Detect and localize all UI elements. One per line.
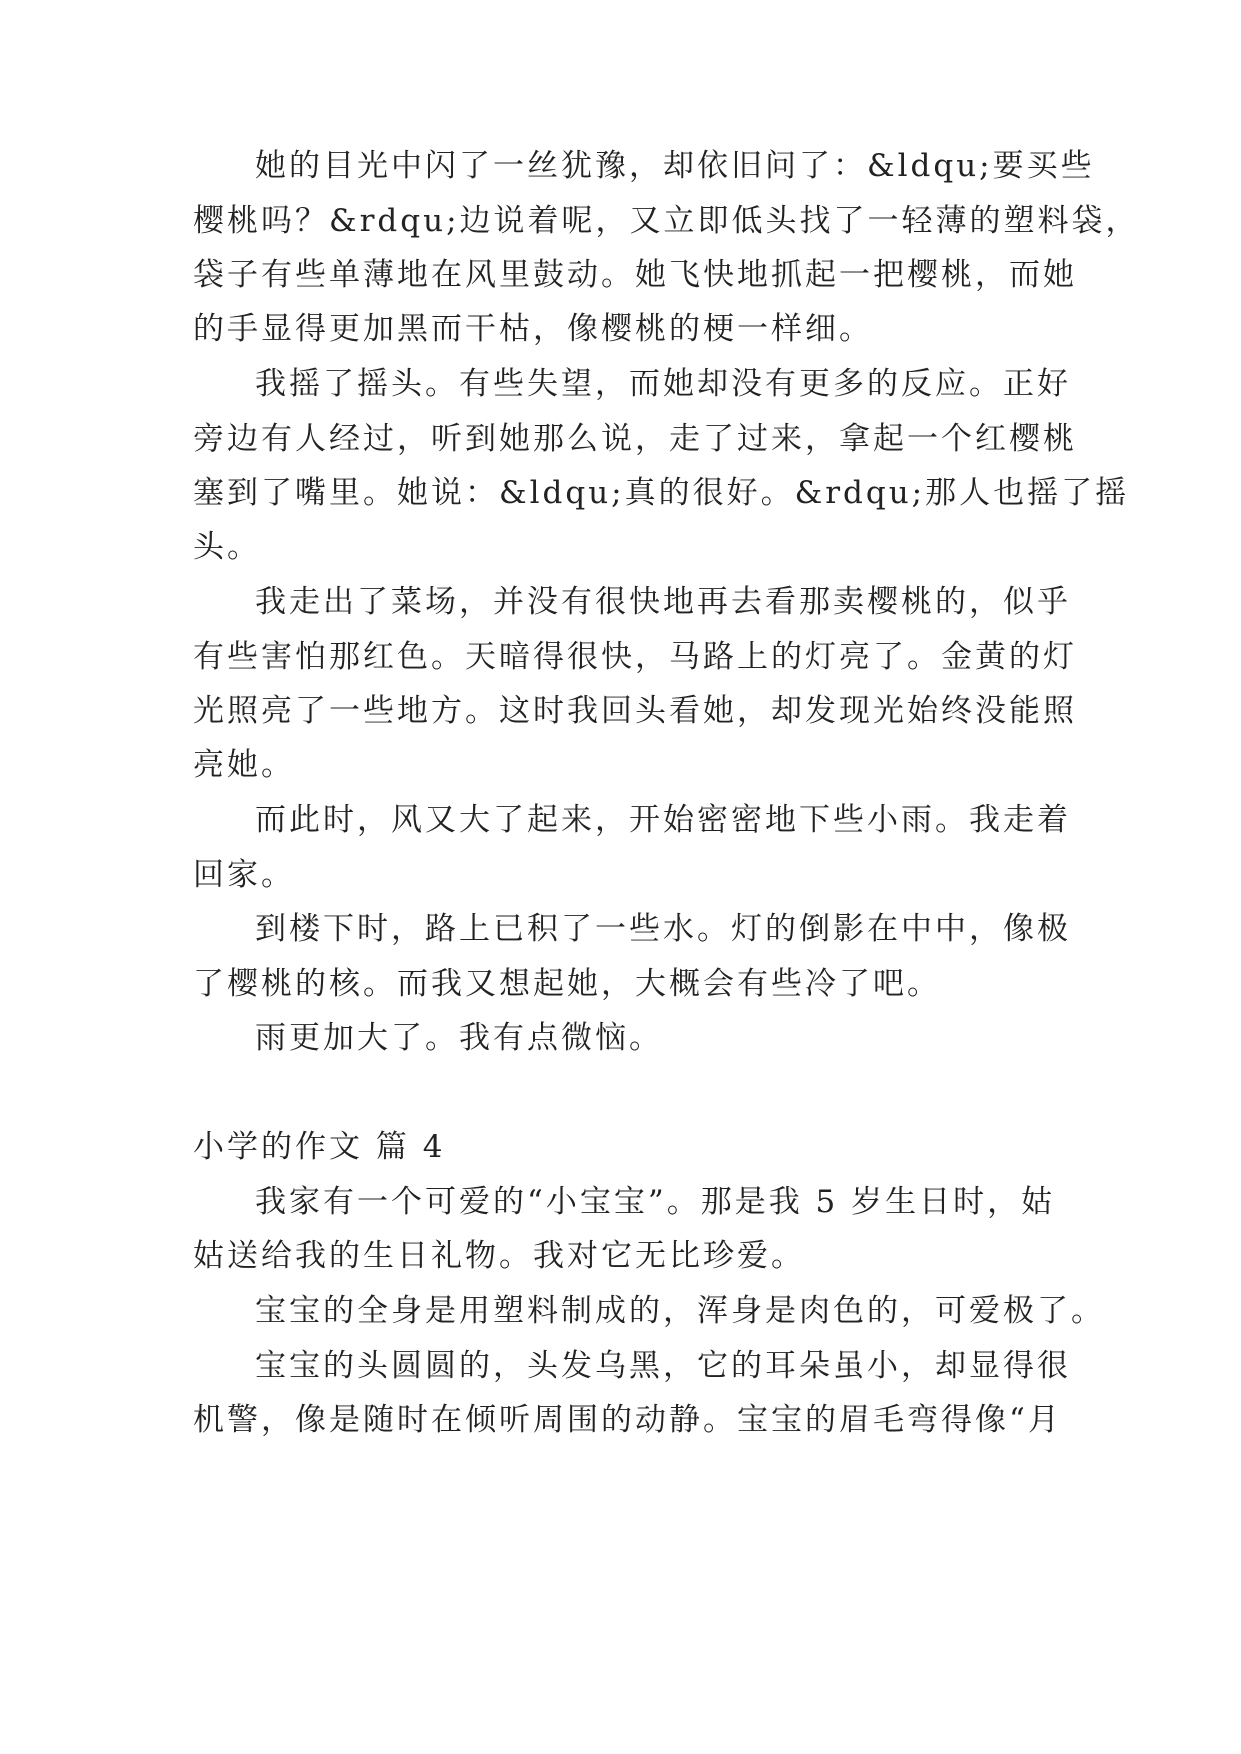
text-line: 旁边有人经过，听到她那么说，走了过来，拿起一个红樱桃 — [193, 421, 1077, 457]
text-line: 我摇了摇头。有些失望，而她却没有更多的反应。正好 — [255, 366, 1071, 402]
text-line: 亮她。 — [193, 747, 295, 783]
text-line: 袋子有些单薄地在风里鼓动。她飞快地抓起一把樱桃，而她 — [193, 257, 1077, 293]
text-line: 有些害怕那红色。天暗得很快，马路上的灯亮了。金黄的灯 — [193, 639, 1077, 675]
text-line: 到楼下时，路上已积了一些水。灯的倒影在中中，像极 — [255, 911, 1071, 947]
text-line: 我家有一个可爱的“小宝宝”。那是我 5 岁生日时，姑 — [255, 1184, 1056, 1220]
text-line: 的手显得更加黑而干枯，像樱桃的梗一样细。 — [193, 311, 873, 347]
text-line: 了樱桃的核。而我又想起她，大概会有些冷了吧。 — [193, 966, 941, 1002]
text-line: 宝宝的头圆圆的，头发乌黑，它的耳朵虽小，却显得很 — [255, 1348, 1071, 1384]
text-line: 雨更加大了。我有点微恼。 — [255, 1020, 663, 1056]
text-line: 她的目光中闪了一丝犹豫，却依旧问了：&ldqu;要买些 — [255, 148, 1095, 184]
text-line: 宝宝的全身是用塑料制成的，浑身是肉色的，可爱极了。 — [255, 1293, 1105, 1329]
text-line: 樱桃吗？&rdqu;边说着呢，又立即低头找了一轻薄的塑料袋， — [193, 203, 1140, 239]
section-heading: 小学的作文 篇 4 — [193, 1129, 446, 1165]
text-line: 塞到了嘴里。她说：&ldqu;真的很好。&rdqu;那人也摇了摇 — [193, 475, 1130, 511]
text-line: 光照亮了一些地方。这时我回头看她，却发现光始终没能照 — [193, 693, 1077, 729]
text-line: 而此时，风又大了起来，开始密密地下些小雨。我走着 — [255, 802, 1071, 838]
text-line: 机警，像是随时在倾听周围的动静。宝宝的眉毛弯得像“月 — [193, 1402, 1062, 1438]
text-line: 头。 — [193, 529, 261, 565]
text-line: 回家。 — [193, 857, 295, 893]
text-line: 我走出了菜场，并没有很快地再去看那卖樱桃的，似乎 — [255, 584, 1071, 620]
text-line: 姑送给我的生日礼物。我对它无比珍爱。 — [193, 1238, 805, 1274]
